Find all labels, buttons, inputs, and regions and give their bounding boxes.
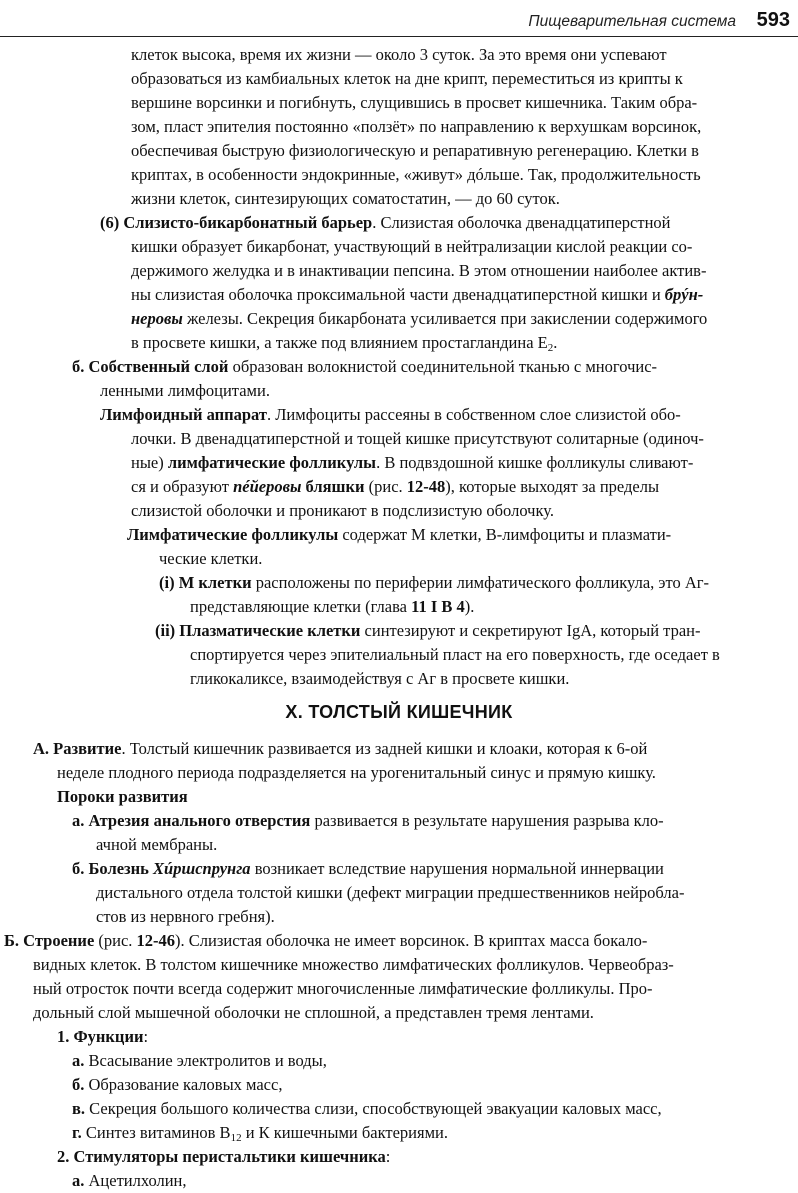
- text-line: [33, 1001, 594, 1025]
- text-line: [131, 139, 699, 163]
- text-line: [57, 1145, 390, 1169]
- text-segment: представляющие клетки (глава: [190, 597, 412, 616]
- page-number: 593: [756, 9, 790, 31]
- text-segment: дистального отдела толстой кишки (дефект миграции предшественников нейробла-: [96, 883, 685, 902]
- text-segment: в просвете кишки, а также под влиянием простагландина E: [131, 333, 548, 352]
- text-line: [57, 1025, 148, 1049]
- text-segment: 2.: [57, 1147, 74, 1166]
- text-segment: в.: [72, 1099, 90, 1118]
- text-line: [131, 499, 554, 523]
- text-line: [131, 427, 704, 451]
- text-segment: пéйеровы: [233, 477, 302, 496]
- text-line: [159, 571, 709, 595]
- text-segment: Собственный слой: [88, 357, 229, 376]
- text-line: [131, 163, 701, 187]
- text-segment: Стимуляторы перистальтики кишечника: [73, 1147, 386, 1166]
- text-segment: стов из нервного гребня).: [96, 907, 275, 926]
- text-line: [131, 475, 659, 499]
- text-segment: образоваться из камбиальных клеток на дне крипт, переместиться из крипты к: [131, 69, 683, 88]
- text-segment: А.: [33, 739, 54, 758]
- text-segment: ). Слизистая оболочка не имеет ворсинок. В криптах масса бокало-: [175, 931, 648, 950]
- text-line: [190, 643, 720, 667]
- text-segment: г.: [72, 1123, 86, 1142]
- text-line: [100, 379, 270, 403]
- text-segment: б.: [72, 357, 89, 376]
- text-segment: возникает вследствие нарушения нормальной иннервации: [250, 859, 664, 878]
- text-segment: Лимфоидный аппарат: [100, 405, 267, 424]
- text-line: [33, 977, 653, 1001]
- text-segment: :: [143, 1027, 149, 1046]
- text-segment: . Лимфоциты рассеяны в собственном слое слизистой обо-: [266, 405, 681, 424]
- text-segment: а.: [72, 811, 89, 830]
- text-segment: 11 I В 4: [411, 597, 465, 616]
- text-segment: . Толстый кишечник развивается из задней кишки и клоаки, которая к 6-ой: [121, 739, 648, 758]
- text-segment: образован волокнистой соединительной тканью с многочис-: [228, 357, 658, 376]
- text-segment: Лимфатические фолликулы: [127, 525, 339, 544]
- text-segment: зом, пласт эпителия постоянно «ползёт» по направлению к верхушкам ворсинок,: [131, 117, 702, 136]
- text-segment: содержат М клетки, В-лимфоциты и плазмати-: [338, 525, 672, 544]
- text-segment: ).: [464, 597, 475, 616]
- text-line: [57, 785, 188, 809]
- text-segment: лочки. В двенадцатиперстной и тощей кишке присутствуют солитарные (одиноч-: [131, 429, 704, 448]
- text-line: [131, 283, 703, 307]
- text-segment: (ii): [155, 621, 180, 640]
- text-segment: б.: [72, 1075, 89, 1094]
- text-line: [4, 929, 647, 953]
- text-line: [127, 523, 671, 547]
- text-segment: Плазматические клетки: [179, 621, 361, 640]
- text-segment: и К кишечными бактериями.: [241, 1123, 448, 1142]
- text-segment: Всасывание электролитов и воды,: [88, 1051, 327, 1070]
- text-segment: лимфатические фолликулы: [167, 453, 377, 472]
- text-segment: Секреция большого количества слизи, способствующей эвакуации каловых масс,: [89, 1099, 662, 1118]
- text-segment: ), которые выходят за пределы: [445, 477, 660, 496]
- text-line: [131, 115, 701, 139]
- text-line: [72, 809, 664, 833]
- text-segment: 2: [547, 342, 554, 354]
- text-segment: ные): [131, 453, 168, 472]
- text-segment: спортируется через эпителиальный пласт на его поверхность, где оседает в: [190, 645, 720, 664]
- text-segment: 12-46: [136, 931, 176, 950]
- text-line: [100, 403, 681, 427]
- text-segment: ленными лимфоцитами.: [100, 381, 270, 400]
- text-segment: криптах, в особенности эндокринные, «живут» дóльше. Так, продолжительность: [131, 165, 701, 184]
- text-segment: ся и образуют: [131, 477, 234, 496]
- text-segment: Функции: [73, 1027, 144, 1046]
- text-segment: неровы: [131, 309, 183, 328]
- text-segment: развивается в результате нарушения разрыва кло-: [310, 811, 664, 830]
- text-line: [190, 667, 569, 691]
- text-segment: . В подвздошной кишке фолликулы сливают-: [376, 453, 694, 472]
- text-line: [131, 451, 693, 475]
- text-segment: держимого желудка и в инактивации пепсина. В этом отношении наиболее актив-: [131, 261, 707, 280]
- text-line: [72, 1121, 448, 1145]
- text-line: [57, 761, 656, 785]
- text-line: [72, 1097, 662, 1121]
- text-segment: Хúршспрунга: [153, 859, 251, 878]
- text-segment: Синтез витаминов B: [85, 1123, 231, 1142]
- text-segment: вершине ворсинки и погибнуть, слущившись в просвет кишечника. Таким обра-: [131, 93, 698, 112]
- text-segment: обеспечивая быструю физиологическую и репаративную регенерацию. Клетки в: [131, 141, 699, 160]
- text-segment: кишки образует бикарбонат, участвующий в нейтрализации кислой реакции со-: [131, 237, 693, 256]
- text-line: [131, 43, 667, 67]
- text-segment: (рис.: [94, 931, 137, 950]
- text-segment: синтезируют и секретируют IgA, который тран-: [360, 621, 701, 640]
- text-line: [96, 881, 684, 905]
- text-segment: Болезнь: [88, 859, 154, 878]
- running-header: [0, 6, 798, 37]
- text-line: [33, 737, 647, 761]
- text-segment: Развитие: [53, 739, 122, 758]
- text-line: [131, 307, 707, 331]
- text-segment: .: [553, 333, 558, 352]
- text-line: [72, 1073, 282, 1097]
- text-line: [155, 619, 700, 643]
- text-segment: железы. Секреция бикарбоната усиливается при закислении содержимого: [182, 309, 708, 328]
- text-segment: ческие клетки.: [159, 549, 263, 568]
- text-line: [131, 91, 697, 115]
- text-segment: Образование каловых масс,: [88, 1075, 283, 1094]
- text-segment: жизни клеток, синтезирующих соматостатин, — до 60 суток.: [131, 189, 560, 208]
- text-segment: . Слизистая оболочка двенадцатиперстной: [372, 213, 671, 232]
- text-segment: Пороки развития: [57, 787, 188, 806]
- text-segment: бляшки: [305, 477, 365, 496]
- text-segment: ны слизистая оболочка проксимальной части двенадцатиперстной кишки и: [131, 285, 665, 304]
- text-segment: ный отросток почти всегда содержит многочисленные лимфатические фолликулы. Про-: [33, 979, 653, 998]
- text-line: [131, 259, 706, 283]
- text-line: [190, 595, 474, 619]
- text-segment: расположены по периферии лимфатического фолликула, это Аг-: [251, 573, 710, 592]
- text-segment: 12-48: [406, 477, 446, 496]
- text-segment: а.: [72, 1051, 89, 1070]
- text-line: [159, 547, 262, 571]
- text-segment: Ацетилхолин,: [88, 1171, 187, 1190]
- text-segment: 1.: [57, 1027, 74, 1046]
- text-segment: (6): [100, 213, 124, 232]
- text-segment: неделе плодного периода подразделяется на урогенитальный синус и прямую кишку.: [57, 763, 656, 782]
- text-line: [72, 1049, 327, 1073]
- text-segment: дольный слой мышечной оболочки не сплошной, а представлен тремя лентами.: [33, 1003, 594, 1022]
- text-segment: слизистой оболочки и проникают в подслизистую оболочку.: [131, 501, 554, 520]
- text-segment: брýн-: [664, 285, 704, 304]
- text-segment: гликокаликсе, взаимодействуя с Аг в просвете кишки.: [190, 669, 570, 688]
- text-line: [131, 235, 692, 259]
- text-segment: Строение: [23, 931, 95, 950]
- section-heading: X. ТОЛСТЫЙ КИШЕЧНИК: [285, 702, 513, 722]
- text-line: [96, 833, 217, 857]
- text-segment: а.: [72, 1171, 89, 1190]
- text-segment: видных клеток. В толстом кишечнике множество лимфатических фолликулов. Червеобраз-: [33, 955, 674, 974]
- text-segment: (i): [159, 573, 179, 592]
- text-line: [96, 905, 275, 929]
- text-segment: Слизисто-бикарбонатный барьер: [123, 213, 373, 232]
- text-segment: (рис.: [364, 477, 407, 496]
- text-segment: Атрезия анального отверстия: [88, 811, 311, 830]
- text-segment: М клетки: [178, 573, 252, 592]
- text-segment: б.: [72, 859, 89, 878]
- text-line: [131, 331, 557, 355]
- text-line: [131, 67, 683, 91]
- text-segment: :: [385, 1147, 391, 1166]
- text-segment: ачной мембраны.: [96, 835, 218, 854]
- text-line: [100, 211, 671, 235]
- text-line: [72, 1169, 187, 1193]
- text-line: [72, 857, 664, 881]
- text-line: [72, 355, 657, 379]
- text-segment: клеток высока, время их жизни — около 3 суток. За это время они успевают: [131, 45, 667, 64]
- text-line: [33, 953, 674, 977]
- text-line: [131, 187, 560, 211]
- text-segment: 12: [230, 1132, 242, 1144]
- text-segment: Б.: [4, 931, 24, 950]
- running-header-title: Пищеварительная система: [528, 13, 736, 30]
